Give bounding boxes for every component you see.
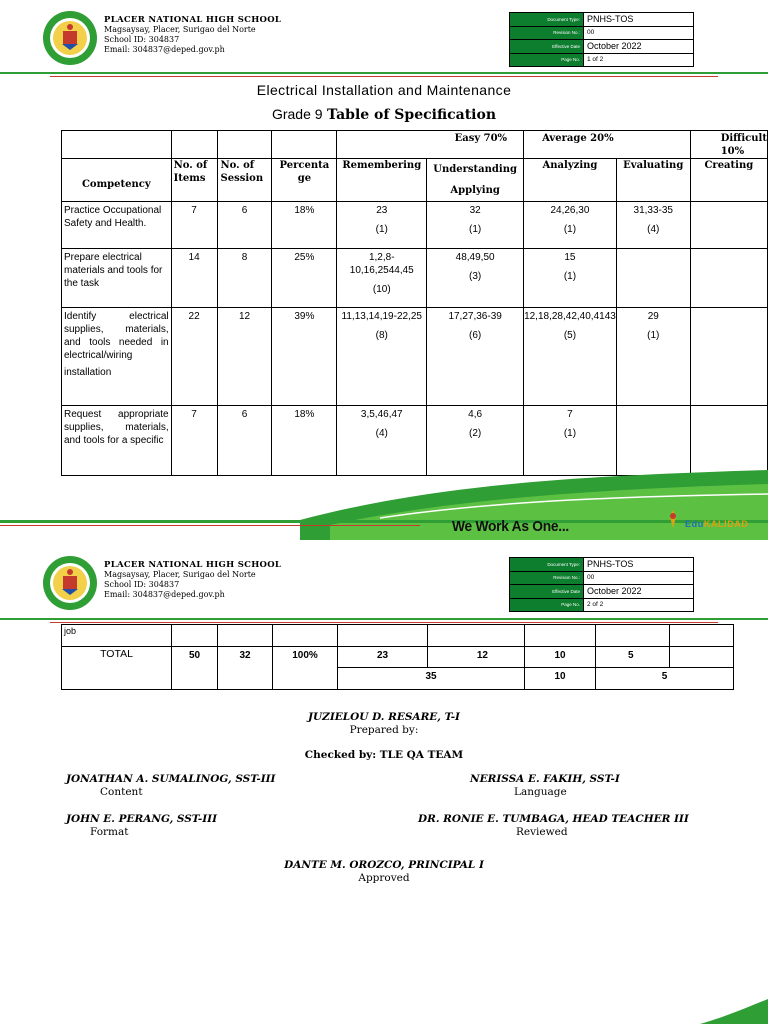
edukalidad-brand (685, 519, 749, 529)
total-remembering: 23 (338, 647, 428, 668)
item-numbers: 12,18,28,42,40,4143 (524, 311, 616, 322)
creating-header: Creating (690, 159, 767, 202)
header-accent-line (50, 76, 718, 77)
revision-value: 00 (584, 571, 694, 585)
content-reviewer-block (66, 773, 275, 799)
item-numbers: 11,13,14,19-22,25 (341, 311, 422, 322)
page-no-value: 1 of 2 (584, 53, 694, 67)
evaluating-cell (616, 249, 690, 308)
remembering-cell (337, 202, 427, 249)
item-numbers: 32 (469, 205, 481, 216)
average-group-header: Average 20% (524, 131, 691, 159)
header-divider (0, 618, 768, 620)
analyzing-header: Analyzing (524, 159, 617, 202)
school-seal-logo (42, 555, 98, 611)
grade-label: Grade 9 (271, 106, 323, 122)
understanding-applying-header (427, 159, 524, 202)
total-percentage: 100% (273, 647, 338, 668)
document-title (0, 106, 768, 123)
items-cell: 7 (171, 406, 217, 476)
applying-header: Applying (450, 185, 500, 196)
page-no-value: 2 of 2 (584, 598, 694, 612)
tos-heading: Table of Specification (327, 107, 497, 123)
competency-cell: Request appropriate supplies, materials, and tools for a specific (62, 406, 172, 476)
total-understanding: 12 (428, 647, 525, 668)
item-count: (4) (375, 428, 388, 439)
school-name: PLACER NATIONAL HIGH SCHOOL (104, 560, 282, 570)
total-evaluating: 5 (596, 647, 670, 668)
school-address: Magsaysay, Placer, Surigao del Norte (104, 570, 256, 579)
item-count: (1) (469, 224, 482, 235)
approved-by-name: DANTE M. OROZCO, PRINCIPAL I (284, 859, 484, 871)
analyzing-cell (524, 249, 617, 308)
document-info-table (509, 557, 694, 612)
item-count: (6) (469, 330, 482, 341)
prepared-by-name: JUZIELOU D. RESARE, T-I (308, 711, 460, 723)
total-items: 50 (172, 647, 218, 668)
understanding-cell (427, 406, 524, 476)
school-email: Email: 304837@deped.gov.ph (104, 45, 225, 54)
final-reviewer-block (418, 813, 689, 839)
creating-cell (690, 249, 767, 308)
subject-title: Electrical Installation and Maintenance (256, 82, 512, 98)
final-reviewer-name: DR. RONIE E. TUMBAGA, HEAD TEACHER III (418, 813, 689, 825)
understanding-header: Understanding (433, 164, 517, 175)
language-reviewer-name: NERISSA E. FAKIH, SST-I (470, 773, 620, 785)
content-reviewer-role: Content (100, 786, 143, 798)
doc-type-label: Document Type: (510, 558, 584, 572)
evaluating-cell (616, 406, 690, 476)
understanding-cell (427, 249, 524, 308)
page-no-label: Page No. (510, 53, 584, 67)
page-2 (0, 545, 768, 1024)
item-count: (2) (469, 428, 482, 439)
item-count: (1) (563, 224, 577, 235)
sessions-cell: 12 (217, 308, 272, 406)
item-numbers: 24,26,30 (550, 205, 590, 216)
total-row (62, 647, 734, 668)
percentage-cell: 18% (272, 202, 337, 249)
effective-date-value: October 2022 (584, 585, 694, 599)
sessions-header: No. of Session (217, 159, 272, 202)
item-numbers: 23 (376, 205, 388, 216)
table-row (62, 202, 768, 249)
doc-type-label: Document Type: (510, 13, 584, 27)
table-row (62, 249, 768, 308)
percentage-cell: 25% (272, 249, 337, 308)
remembering-header: Remembering (337, 159, 427, 202)
format-reviewer-block (66, 813, 217, 839)
specification-table (61, 130, 768, 476)
brand-part-b: KALIDAD (703, 519, 749, 529)
analyzing-cell (524, 202, 617, 249)
easy-group-header: Easy 70% (337, 131, 524, 159)
sessions-cell: 8 (217, 249, 272, 308)
header-accent-line (50, 622, 718, 623)
items-header: No. of Items (171, 159, 217, 202)
competency-cell: Prepare electrical materials and tools for the task (62, 249, 172, 308)
creating-cell (690, 406, 767, 476)
language-reviewer-role: Language (514, 786, 567, 798)
competency-cell (62, 308, 172, 406)
easy-subtotal: 35 (338, 668, 525, 690)
item-numbers: 15 (564, 252, 576, 263)
sessions-cell: 6 (217, 202, 272, 249)
percentage-cell: 39% (272, 308, 337, 406)
doc-type-value: PNHS-TOS (584, 13, 694, 27)
specification-table-continued (61, 624, 734, 690)
total-label: TOTAL (62, 647, 172, 668)
item-numbers: 1,2,8-10,16,2544,45 (349, 252, 414, 276)
item-count: (1) (647, 330, 660, 341)
difficult-subtotal: 5 (596, 668, 734, 690)
format-reviewer-name: JOHN E. PERANG, SST-III (66, 813, 217, 825)
item-count: (4) (647, 224, 660, 235)
effective-date-value: October 2022 (584, 40, 694, 54)
page-no-label: Page No. (510, 598, 584, 612)
item-count: (8) (375, 330, 388, 341)
items-cell: 7 (171, 202, 217, 249)
items-cell: 22 (171, 308, 217, 406)
school-id: School ID: 304837 (104, 35, 180, 44)
footer-corner-swoosh (700, 999, 768, 1024)
understanding-cell (427, 202, 524, 249)
footer-banner (0, 470, 768, 545)
brand-part-a: Edu (685, 519, 704, 529)
item-count: (1) (375, 224, 388, 235)
school-info (104, 560, 281, 600)
revision-label: Revision No.: (510, 571, 584, 585)
revision-value: 00 (584, 26, 694, 40)
format-reviewer-role: Format (90, 826, 129, 838)
language-reviewer-block (470, 773, 620, 799)
total-analyzing: 10 (525, 647, 596, 668)
document-info-table (509, 12, 694, 67)
evaluating-cell (616, 202, 690, 249)
total-sessions: 32 (218, 647, 273, 668)
item-numbers: 29 (647, 311, 659, 322)
table-row (62, 308, 768, 406)
approved-by-label: Approved (358, 872, 410, 884)
item-numbers: 4,6 (468, 409, 483, 420)
items-cell: 14 (171, 249, 217, 308)
competency-text-end: installation (64, 367, 112, 378)
effective-date-label: Effective Date (510, 585, 584, 599)
analyzing-cell (524, 308, 617, 406)
effective-date-label: Effective Date (510, 40, 584, 54)
prepared-by-block (0, 711, 768, 737)
school-address: Magsaysay, Placer, Surigao del Norte (104, 25, 256, 34)
remembering-cell (337, 308, 427, 406)
creating-cell (690, 202, 767, 249)
final-reviewer-role: Reviewed (516, 826, 568, 838)
item-numbers: 31,33-35 (633, 205, 673, 216)
item-count: (1) (563, 428, 577, 439)
footer-slogan: We Work As One... (452, 518, 569, 535)
competency-cell: Practice Occupational Safety and Health. (62, 202, 172, 249)
item-count: (5) (563, 330, 577, 341)
item-numbers: 7 (567, 409, 573, 420)
item-numbers: 17,27,36-39 (448, 311, 502, 322)
average-subtotal: 10 (525, 668, 596, 690)
item-count: (1) (563, 271, 577, 282)
percentage-header: Percenta ge (272, 159, 337, 202)
subtotal-row (62, 668, 734, 690)
revision-label: Revision No.: (510, 26, 584, 40)
school-seal-logo (42, 10, 98, 66)
table-row (62, 406, 768, 476)
doc-type-value: PNHS-TOS (584, 558, 694, 572)
competency-header: Competency (62, 159, 172, 202)
table-row (62, 625, 734, 647)
evaluating-cell (616, 308, 690, 406)
item-count: (3) (469, 271, 482, 282)
item-numbers: 48,49,50 (455, 252, 495, 263)
understanding-cell (427, 308, 524, 406)
prepared-by-label: Prepared by: (349, 724, 419, 736)
school-name: PLACER NATIONAL HIGH SCHOOL (104, 15, 282, 25)
checked-by-label: Checked by: TLE QA TEAM (304, 749, 464, 761)
evaluating-header: Evaluating (616, 159, 690, 202)
deped-torch-icon (662, 508, 684, 530)
creating-cell (690, 308, 767, 406)
competency-text: Identify electrical supplies, materials, and tools needed in electrical/wiring (64, 311, 169, 361)
item-numbers: 3,5,46,47 (360, 409, 403, 420)
difficult-group-header: Difficult 10% (690, 131, 767, 159)
item-count: (10) (372, 284, 391, 295)
content-reviewer-name: JONATHAN A. SUMALINOG, SST-III (66, 773, 276, 785)
remembering-cell (337, 249, 427, 308)
percentage-cell: 18% (272, 406, 337, 476)
school-id: School ID: 304837 (104, 580, 180, 589)
approved-by-block (0, 859, 768, 885)
competency-cell: job (62, 625, 172, 647)
analyzing-cell (524, 406, 617, 476)
school-email: Email: 304837@deped.gov.ph (104, 590, 225, 599)
header-divider (0, 72, 768, 74)
remembering-cell (337, 406, 427, 476)
school-info (104, 15, 281, 55)
sessions-cell: 6 (217, 406, 272, 476)
